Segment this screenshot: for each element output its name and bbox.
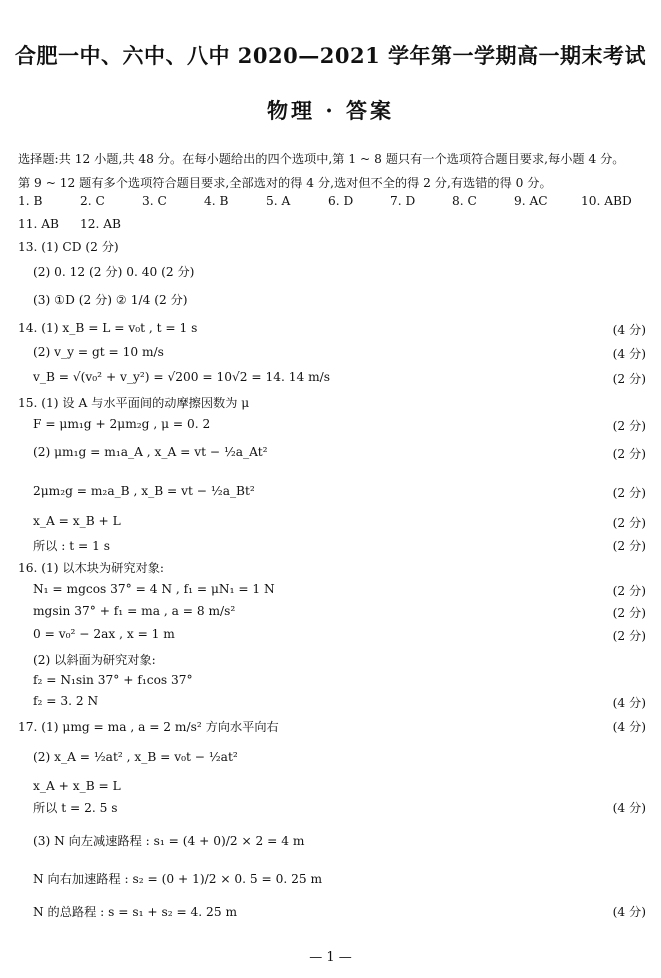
answer-text: f₂ = 3. 2 N [33, 694, 99, 708]
answer-text: 所以 : t = 1 s [33, 539, 110, 553]
answer-text: (3) N 向左减速路程 : s₁ = (4 + 0)/2 × 2 = 4 m [33, 834, 305, 848]
mc-answer: 12. AB [80, 217, 122, 231]
answer-text: (2) 0. 12 (2 分) 0. 40 (2 分) [33, 265, 195, 279]
answer-text: 15. (1) 设 A 与水平面间的动摩擦因数为 μ [18, 396, 250, 410]
answer-text: f₂ = N₁sin 37° + f₁cos 37° [33, 673, 193, 687]
score-label: (2 分) [612, 419, 646, 433]
answer-text: 14. (1) x_B = L = v₀t , t = 1 s [18, 321, 198, 335]
score-label: (4 分) [612, 323, 646, 337]
page-number: — 1 — [309, 950, 352, 965]
answer-text: N 的总路程 : s = s₁ + s₂ = 4. 25 m [33, 905, 237, 919]
answer-line [18, 291, 646, 311]
score-label: (4 分) [612, 720, 646, 734]
mc-answer: 1. B [18, 194, 43, 208]
answer-text: x_A + x_B = L [33, 779, 121, 793]
answer-text: 13. (1) CD (2 分) [18, 240, 119, 254]
score-label: (2 分) [612, 372, 646, 386]
answer-text: v_B = √(v₀² + v_y²) = √200 = 10√2 = 14. 14 m/s [33, 370, 331, 384]
answer-text: (2) x_A = ½at² , x_B = v₀t − ½at² [33, 750, 238, 764]
page-title: 合肥一中、六中、八中 2020—2021 学年第一学期高一期末考试 [14, 43, 646, 68]
answer-line [18, 718, 646, 738]
answer-text: 16. (1) 以木块为研究对象: [18, 561, 164, 575]
mc-answers-row-1 [18, 194, 658, 212]
score-label: (2 分) [612, 606, 646, 620]
answer-line [18, 779, 646, 799]
score-label: (4 分) [612, 905, 646, 919]
mc-answer: 7. D [390, 194, 416, 208]
answer-line [18, 582, 646, 602]
answer-line [18, 559, 646, 579]
answer-text: 0 = v₀² − 2ax , x = 1 m [33, 627, 175, 641]
answer-line [18, 394, 646, 414]
mc-answer: 6. D [328, 194, 354, 208]
answer-line [18, 604, 646, 624]
score-label: (2 分) [612, 447, 646, 461]
mc-answer: 11. AB [18, 217, 60, 231]
mc-answer: 5. A [266, 194, 291, 208]
answer-text: 17. (1) μmg = ma , a = 2 m/s² 方向水平向右 [18, 720, 279, 734]
answer-text: 2μm₂g = m₂a_B , x_B = vt − ½a_Bt² [33, 484, 255, 498]
answer-line [18, 627, 646, 647]
answer-line [18, 445, 646, 465]
answer-text: (2) v_y = gt = 10 m/s [33, 345, 164, 359]
score-label: (2 分) [612, 539, 646, 553]
instructions [18, 147, 658, 195]
score-label: (4 分) [612, 347, 646, 361]
answer-line [18, 514, 646, 534]
answer-line [18, 345, 646, 365]
answer-line [18, 537, 646, 557]
answer-text: (3) ①D (2 分) ② 1/4 (2 分) [33, 293, 188, 307]
answer-line [18, 694, 646, 714]
answer-line [18, 799, 646, 819]
instructions-line-1: 选择题:共 12 小题,共 48 分。在每小题给出的四个选项中,第 1 ~ 8 题只有一个选项符合题目要求,每小题 4 分。 [18, 152, 625, 166]
score-label: (2 分) [612, 516, 646, 530]
mc-answer: 9. AC [514, 194, 548, 208]
answer-line [18, 238, 646, 258]
answer-line [18, 370, 646, 390]
mc-answer: 8. C [452, 194, 477, 208]
score-label: (4 分) [612, 696, 646, 710]
answer-text: x_A = x_B + L [33, 514, 121, 528]
score-label: (2 分) [612, 629, 646, 643]
answer-text: F = μm₁g + 2μm₂g , μ = 0. 2 [33, 417, 211, 431]
answer-text: (2) 以斜面为研究对象: [33, 653, 156, 667]
score-label: (2 分) [612, 486, 646, 500]
score-label: (2 分) [612, 584, 646, 598]
answer-line [18, 673, 646, 693]
answer-line [18, 870, 646, 890]
answer-text: (2) μm₁g = m₁a_A , x_A = vt − ½a_At² [33, 445, 268, 459]
score-label: (4 分) [612, 801, 646, 815]
answer-line [18, 832, 646, 852]
answer-line [18, 321, 646, 341]
page-subtitle: 物理 · 答案 [267, 98, 394, 123]
answer-line [18, 417, 646, 437]
answer-line [18, 750, 646, 770]
mc-answer: 4. B [204, 194, 229, 208]
answer-text: N 向右加速路程 : s₂ = (0 + 1)/2 × 0. 5 = 0. 25 m [33, 872, 323, 886]
answer-line [18, 263, 646, 283]
mc-answer: 10. ABD [581, 194, 632, 208]
mc-answers-row-2 [18, 217, 658, 235]
answer-line [18, 651, 646, 671]
instructions-line-2: 第 9 ~ 12 题有多个选项符合题目要求,全部选对的得 4 分,选对但不全的得 2 分,有选错的得 0 分。 [18, 176, 552, 190]
answer-text: mgsin 37° + f₁ = ma , a = 8 m/s² [33, 604, 236, 618]
answer-text: N₁ = mgcos 37° = 4 N , f₁ = μN₁ = 1 N [33, 582, 275, 596]
mc-answer: 2. C [80, 194, 105, 208]
answer-text: 所以 t = 2. 5 s [33, 801, 118, 815]
answer-line [18, 903, 646, 923]
mc-answer: 3. C [142, 194, 167, 208]
answer-line [18, 484, 646, 504]
